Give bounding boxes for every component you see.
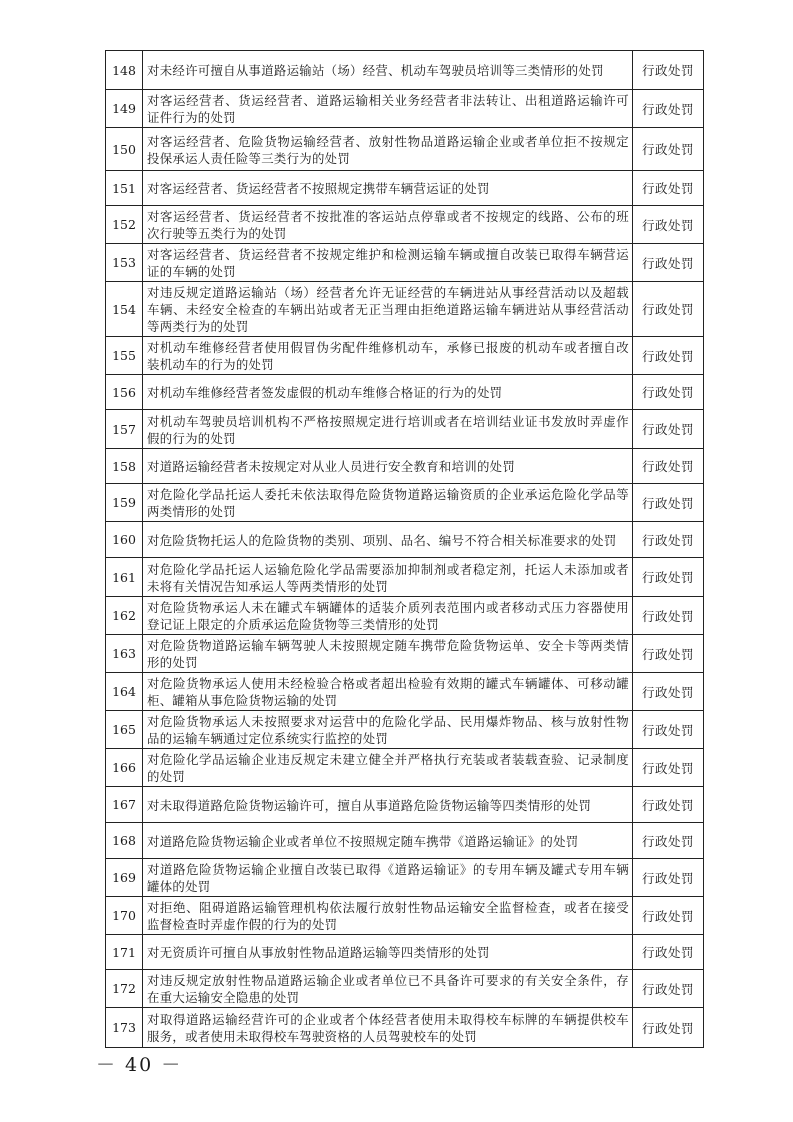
row-description: 对危险货物托运人的危险货物的类别、项别、品名、编号不符合相关标准要求的处罚 <box>143 522 633 558</box>
row-description: 对违反规定道路运输站（场）经营者允许无证经营的车辆进站从事经营活动以及超载车辆、未经安全检查的车辆出站或者无正当理由拒绝道路运输车辆进站从事经营活动等两类行为的处罚 <box>143 282 633 337</box>
row-number: 167 <box>106 787 143 823</box>
table-row <box>106 522 704 558</box>
table-row <box>106 558 704 597</box>
row-number: 160 <box>106 522 143 558</box>
row-description: 对道路危险货物运输企业或者单位不按照规定随车携带《道路运输证》的处罚 <box>143 823 633 859</box>
table-row <box>106 823 704 859</box>
table-row <box>106 90 704 128</box>
row-number: 151 <box>106 171 143 206</box>
row-number: 169 <box>106 859 143 897</box>
table-row <box>106 897 704 935</box>
row-number: 162 <box>106 597 143 635</box>
row-description: 对客运经营者、货运经营者不按批准的客运站点停靠或者不按规定的线路、公布的班次行驶等五类行为的处罚 <box>143 206 633 244</box>
row-number: 168 <box>106 823 143 859</box>
row-power-type: 行政处罚 <box>633 1008 704 1048</box>
row-power-type: 行政处罚 <box>633 897 704 935</box>
row-number: 152 <box>106 206 143 244</box>
row-number: 148 <box>106 51 143 90</box>
row-number: 153 <box>106 244 143 282</box>
row-description: 对危险化学品运输企业违反规定未建立健全并严格执行充装或者装载查验、记录制度的处罚 <box>143 749 633 787</box>
row-power-type: 行政处罚 <box>633 787 704 823</box>
table-row <box>106 1008 704 1048</box>
row-power-type: 行政处罚 <box>633 282 704 337</box>
row-number: 172 <box>106 970 143 1008</box>
table-row <box>106 282 704 337</box>
row-number: 156 <box>106 375 143 410</box>
row-description: 对取得道路运输经营许可的企业或者个体经营者使用未取得校车标牌的车辆提供校车服务，或者使用未取得校车驾驶资格的人员驾驶校车的处罚 <box>143 1008 633 1048</box>
table-row <box>106 970 704 1008</box>
row-description: 对机动车维修经营者签发虚假的机动车维修合格证的行为的处罚 <box>143 375 633 410</box>
table-row <box>106 484 704 522</box>
table-row <box>106 935 704 970</box>
row-description: 对机动车维修经营者使用假冒伪劣配件维修机动车，承修已报废的机动车或者擅自改装机动车的行为的处罚 <box>143 337 633 375</box>
row-number: 157 <box>106 410 143 449</box>
row-description: 对未取得道路危险货物运输许可，擅自从事道路危险货物运输等四类情形的处罚 <box>143 787 633 823</box>
table-row <box>106 375 704 410</box>
row-power-type: 行政处罚 <box>633 522 704 558</box>
row-power-type: 行政处罚 <box>633 597 704 635</box>
row-number: 155 <box>106 337 143 375</box>
row-power-type: 行政处罚 <box>633 558 704 597</box>
row-power-type: 行政处罚 <box>633 673 704 711</box>
row-description: 对客运经营者、危险货物运输经营者、放射性物品道路运输企业或者单位拒不按规定投保承运人责任险等三类行为的处罚 <box>143 128 633 171</box>
row-power-type: 行政处罚 <box>633 449 704 484</box>
row-number: 173 <box>106 1008 143 1048</box>
row-power-type: 行政处罚 <box>633 375 704 410</box>
row-description: 对违反规定放射性物品道路运输企业或者单位已不具备许可要求的有关安全条件，存在重大运输安全隐患的处罚 <box>143 970 633 1008</box>
row-number: 158 <box>106 449 143 484</box>
row-power-type: 行政处罚 <box>633 410 704 449</box>
page-number: － 40 － <box>96 1054 183 1076</box>
row-power-type: 行政处罚 <box>633 970 704 1008</box>
power-list-table <box>105 50 704 1048</box>
table-row <box>106 711 704 749</box>
table-row <box>106 859 704 897</box>
table-row <box>106 787 704 823</box>
table-row <box>106 673 704 711</box>
row-description: 对客运经营者、货运经营者不按照规定携带车辆营运证的处罚 <box>143 171 633 206</box>
table-row <box>106 449 704 484</box>
row-description: 对危险货物道路运输车辆驾驶人未按照规定随车携带危险货物运单、安全卡等两类情形的处罚 <box>143 635 633 673</box>
table-row <box>106 337 704 375</box>
row-number: 149 <box>106 90 143 128</box>
row-description: 对危险货物承运人未在罐式车辆罐体的适装介质列表范围内或者移动式压力容器使用登记证上限定的介质承运危险货物等三类情形的处罚 <box>143 597 633 635</box>
row-number: 170 <box>106 897 143 935</box>
row-number: 161 <box>106 558 143 597</box>
row-description: 对未经许可擅自从事道路运输站（场）经营、机动车驾驶员培训等三类情形的处罚 <box>143 51 633 90</box>
table-row <box>106 51 704 90</box>
table-row <box>106 597 704 635</box>
table-row <box>106 206 704 244</box>
row-power-type: 行政处罚 <box>633 711 704 749</box>
row-description: 对危险货物承运人使用未经检验合格或者超出检验有效期的罐式车辆罐体、可移动罐柜、罐箱从事危险货物运输的处罚 <box>143 673 633 711</box>
row-number: 164 <box>106 673 143 711</box>
row-description: 对无资质许可擅自从事放射性物品道路运输等四类情形的处罚 <box>143 935 633 970</box>
row-power-type: 行政处罚 <box>633 859 704 897</box>
row-power-type: 行政处罚 <box>633 337 704 375</box>
row-description: 对机动车驾驶员培训机构不严格按照规定进行培训或者在培训结业证书发放时弄虚作假的行为的处罚 <box>143 410 633 449</box>
row-power-type: 行政处罚 <box>633 635 704 673</box>
row-number: 165 <box>106 711 143 749</box>
row-power-type: 行政处罚 <box>633 90 704 128</box>
row-description: 对危险化学品托运人运输危险化学品需要添加抑制剂或者稳定剂，托运人未添加或者未将有关情况告知承运人等两类情形的处罚 <box>143 558 633 597</box>
row-power-type: 行政处罚 <box>633 935 704 970</box>
row-power-type: 行政处罚 <box>633 749 704 787</box>
row-power-type: 行政处罚 <box>633 171 704 206</box>
row-description: 对客运经营者、货运经营者不按规定维护和检测运输车辆或擅自改装已取得车辆营运证的车辆的处罚 <box>143 244 633 282</box>
row-description: 对危险货物承运人未按照要求对运营中的危险化学品、民用爆炸物品、核与放射性物品的运输车辆通过定位系统实行监控的处罚 <box>143 711 633 749</box>
row-power-type: 行政处罚 <box>633 244 704 282</box>
row-number: 154 <box>106 282 143 337</box>
row-description: 对拒绝、阻碍道路运输管理机构依法履行放射性物品运输安全监督检查，或者在接受监督检查时弄虚作假的行为的处罚 <box>143 897 633 935</box>
row-description: 对危险化学品托运人委托未依法取得危险货物道路运输资质的企业承运危险化学品等两类情形的处罚 <box>143 484 633 522</box>
table-row <box>106 749 704 787</box>
table-row <box>106 244 704 282</box>
table-row <box>106 171 704 206</box>
row-number: 159 <box>106 484 143 522</box>
table-row <box>106 635 704 673</box>
row-description: 对道路危险货物运输企业擅自改装已取得《道路运输证》的专用车辆及罐式专用车辆罐体的处罚 <box>143 859 633 897</box>
row-description: 对客运经营者、货运经营者、道路运输相关业务经营者非法转让、出租道路运输许可证件行为的处罚 <box>143 90 633 128</box>
row-power-type: 行政处罚 <box>633 51 704 90</box>
row-power-type: 行政处罚 <box>633 206 704 244</box>
table-row <box>106 128 704 171</box>
row-power-type: 行政处罚 <box>633 128 704 171</box>
row-description: 对道路运输经营者未按规定对从业人员进行安全教育和培训的处罚 <box>143 449 633 484</box>
table-row <box>106 410 704 449</box>
table-body <box>106 51 704 1048</box>
row-number: 171 <box>106 935 143 970</box>
row-power-type: 行政处罚 <box>633 823 704 859</box>
row-number: 150 <box>106 128 143 171</box>
row-number: 166 <box>106 749 143 787</box>
row-power-type: 行政处罚 <box>633 484 704 522</box>
row-number: 163 <box>106 635 143 673</box>
